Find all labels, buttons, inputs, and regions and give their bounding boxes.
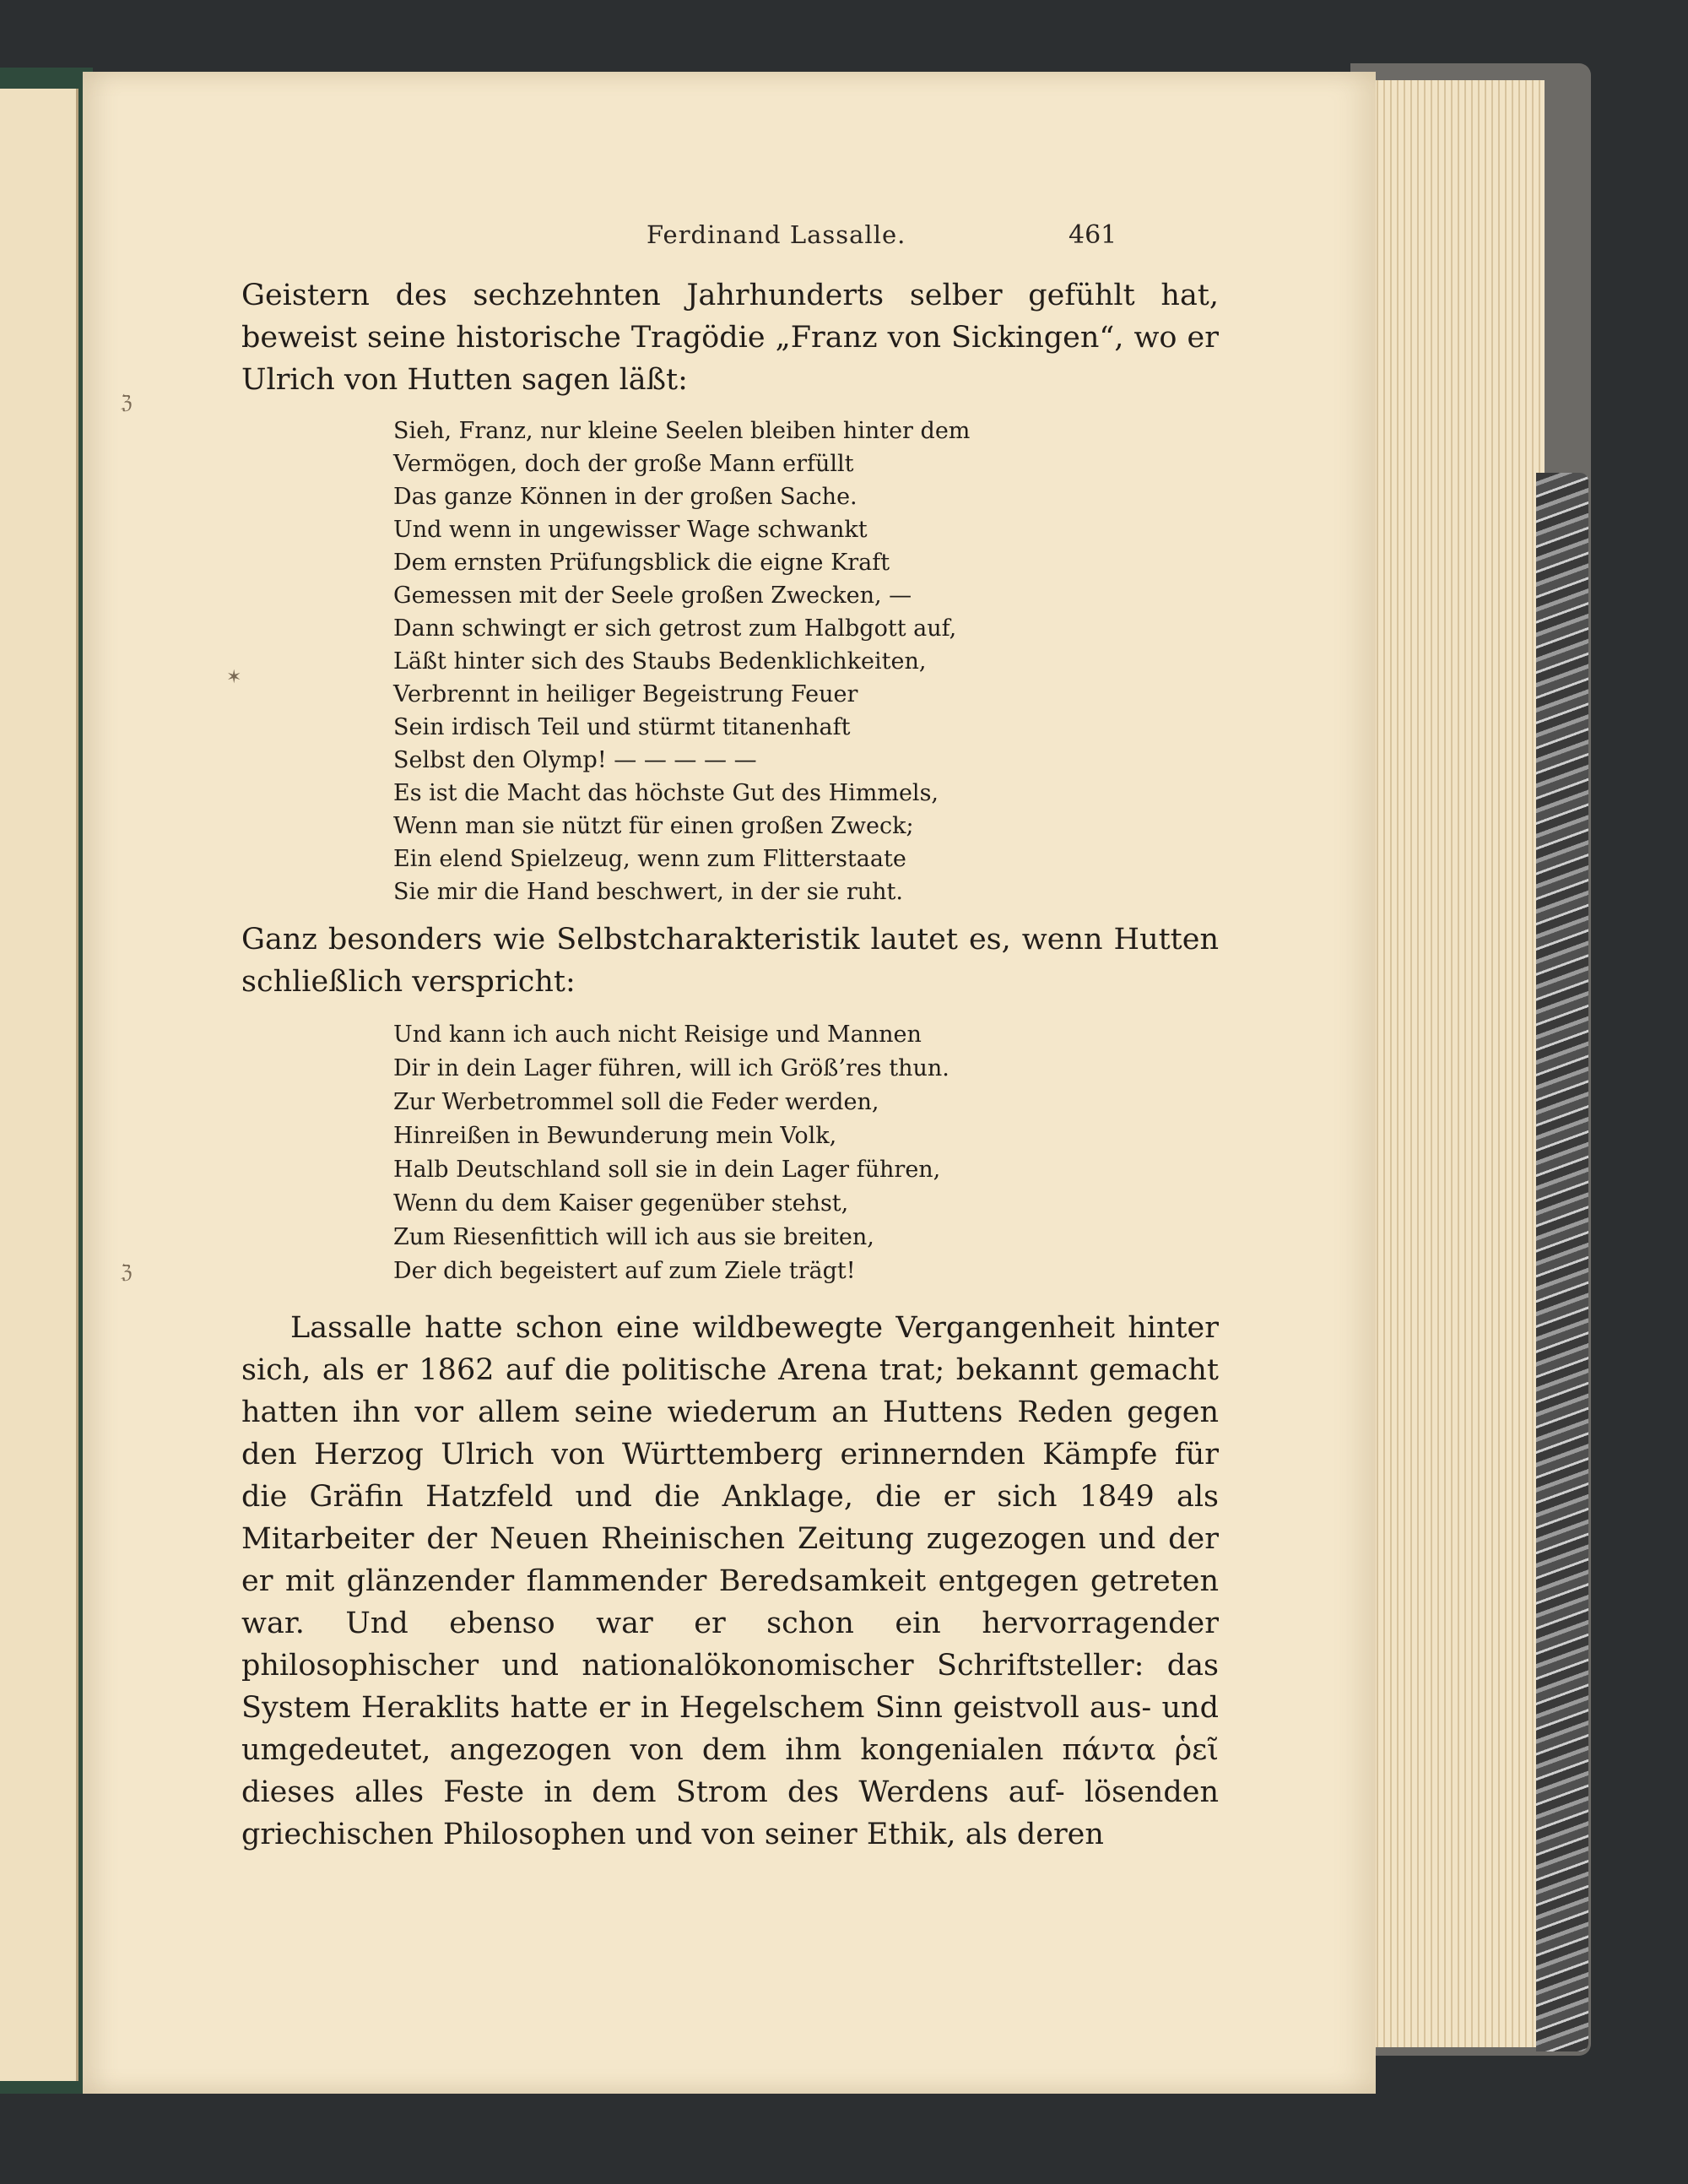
- verse-quote-1: [393, 415, 1219, 908]
- margin-mark-icon: ℨ: [121, 393, 133, 414]
- verse-line: Hinreißen in Bewunderung mein Volk,: [393, 1123, 837, 1149]
- verse-line: Zum Riesenfittich will ich aus sie breiten,: [393, 1224, 874, 1250]
- verse-line: Dann schwingt er sich getrost zum Halbgott auf,: [393, 615, 957, 642]
- verse-line: Läßt hinter sich des Staubs Bedenklichkeiten,: [393, 648, 927, 675]
- verse-line: Wenn du dem Kaiser gegenüber stehst,: [393, 1190, 849, 1217]
- verse-line: Vermögen, doch der große Mann erfüllt: [393, 451, 854, 477]
- verse-quote-2: [393, 1018, 1219, 1288]
- paragraph-2: Ganz besonders wie Selbstcharakteristik lautet es, wenn Hutten schließlich verspricht:: [241, 923, 1219, 999]
- verse-line: Selbst den Olymp! — — — — —: [393, 747, 757, 773]
- verse-line: Das ganze Können in der großen Sache.: [393, 484, 858, 510]
- running-title: Ferdinand Lassalle.: [647, 220, 906, 249]
- verse-line: Dir in dein Lager führen, will ich Größ’res thun.: [393, 1055, 950, 1081]
- margin-mark-icon: ℨ: [121, 1262, 133, 1283]
- verse-line: Wenn man sie nützt für einen großen Zweck;: [393, 813, 914, 839]
- left-page-edge: [0, 89, 78, 2081]
- page-header: [83, 220, 1376, 263]
- verse-line: Ein elend Spielzeug, wenn zum Flitterstaate: [393, 846, 906, 872]
- verse-line: Gemessen mit der Seele großen Zwecken, —: [393, 583, 912, 609]
- margin-mark-icon: ✶: [226, 667, 242, 688]
- verse-line: Halb Deutschland soll sie in dein Lager führen,: [393, 1157, 941, 1183]
- book-page: [83, 72, 1376, 2094]
- verse-line: Und kann ich auch nicht Reisige und Mannen: [393, 1022, 922, 1048]
- verse-line: Zur Werbetrommel soll die Feder werden,: [393, 1089, 879, 1115]
- page-edge-stack: [1372, 80, 1545, 2047]
- body-text: [241, 274, 1219, 1856]
- verse-line: Verbrennt in heiliger Begeistrung Feuer: [393, 681, 858, 707]
- paragraph-3: Lassalle hatte schon eine wildbewegte Vergangenheit hinter sich, als er 1862 auf die politische Arena trat; bekannt gemacht hatten ihn vor allem seine wiederum an Huttens Reden gegen den Herzog Ulrich von Württemberg erinnernden Kämpfe für die Gräfin Hatzfeld und die Anklage, die er sich 1849 als Mitarbeiter der Neuen Rheinischen Zeitung zugezogen und der er mit glänzender flammender Beredsamkeit entgegen getreten war. Und ebenso war er schon ein hervorragender philosophischer und nationalökonomischer Schriftsteller: das System Heraklits hatte er in Hegelschem Sinn geistvoll aus- und umgedeutet, angezogen von dem ihm kongenialen πάντα ῥεῖ dieses alles Feste in dem Strom des Werdens auf- lösenden griechischen Philosophen und von seiner Ethik, als deren: [241, 1311, 1219, 1851]
- page-number: 461: [1069, 220, 1117, 250]
- verse-line: Dem ernsten Prüfungsblick die eigne Kraft: [393, 550, 890, 576]
- marbled-cover-edge: [1536, 473, 1588, 2051]
- verse-line: Es ist die Macht das höchste Gut des Himmels,: [393, 780, 939, 806]
- verse-line: Sie mir die Hand beschwert, in der sie ruht.: [393, 879, 903, 905]
- verse-line: Der dich begeistert auf zum Ziele trägt!: [393, 1258, 856, 1284]
- verse-line: Sieh, Franz, nur kleine Seelen bleiben hinter dem: [393, 418, 971, 444]
- verse-line: Und wenn in ungewisser Wage schwankt: [393, 517, 868, 543]
- verse-line: Sein irdisch Teil und stürmt titanenhaft: [393, 714, 851, 740]
- paragraph-1: Geistern des sechzehnten Jahrhunderts selber gefühlt hat, beweist seine historische Tragödie „Franz von Sickingen“, wo er Ulrich von Hutten sagen läßt:: [241, 279, 1219, 397]
